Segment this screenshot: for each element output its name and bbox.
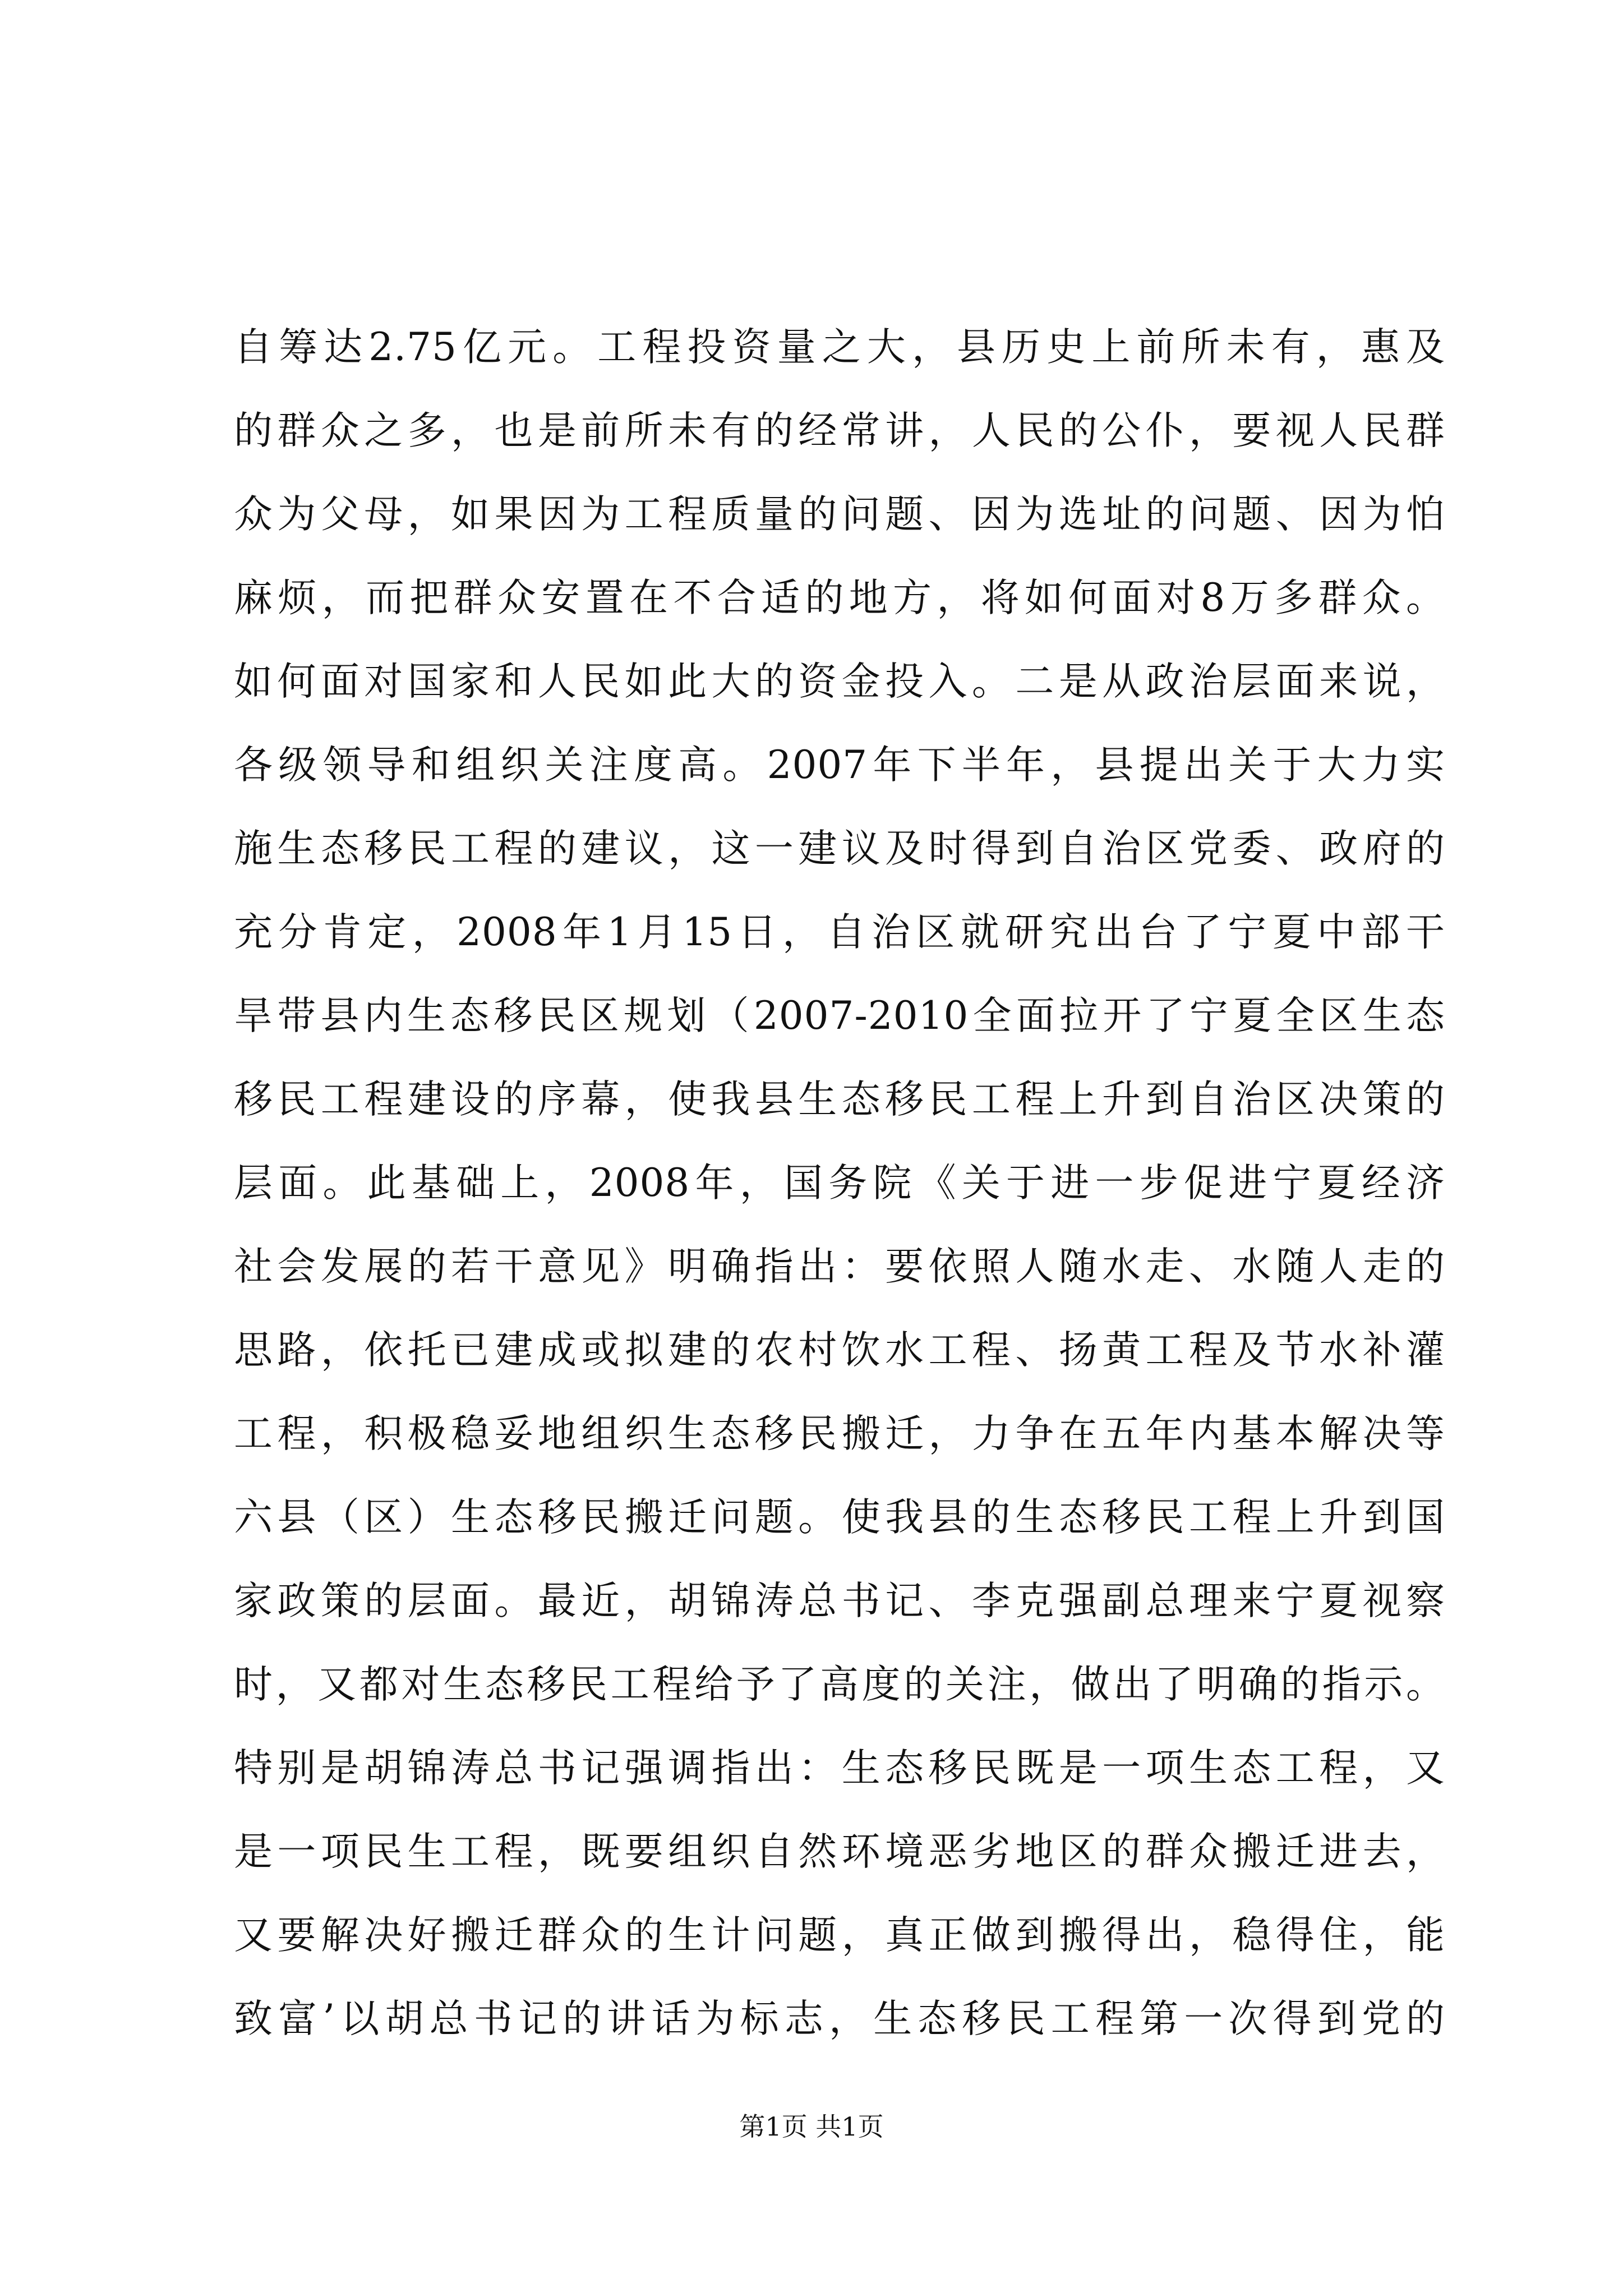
body-text-line: 的群众之多，也是前所未有的经常讲，人民的公仆，要视人民群 — [234, 408, 1445, 453]
body-text-line: 施生态移民工程的建议，这一建议及时得到自治区党委、政府的 — [234, 826, 1445, 871]
body-text-line: 又要解决好搬迁群众的生计问题，真正做到搬得出，稳得住，能 — [234, 1913, 1445, 1958]
body-text-line: 众为父母，如果因为工程质量的问题、因为选址的问题、因为怕 — [234, 492, 1445, 537]
body-text-line: 如何面对国家和人民如此大的资金投入。二是从政治层面来说， — [234, 659, 1445, 704]
body-text-line: 各级领导和组织关注度高。2007年下半年，县提出关于大力实 — [234, 743, 1445, 788]
page-number-footer: 第1页 共1页 — [739, 2111, 884, 2142]
body-text-line: 特别是胡锦涛总书记强调指出：生态移民既是一项生态工程，又 — [234, 1746, 1445, 1791]
body-text-line: 社会发展的若干意见》明确指出：要依照人随水走、水随人走的 — [234, 1244, 1445, 1289]
body-text-line: 思路，依托已建成或拟建的农村饮水工程、扬黄工程及节水补灌 — [234, 1328, 1445, 1373]
body-text-line: 充分肯定，2008年1月15日，自治区就研究出台了宁夏中部干 — [234, 910, 1445, 955]
body-text-line: 致富’以胡总书记的讲话为标志，生态移民工程第一次得到党的 — [234, 1996, 1445, 2041]
document-body — [234, 306, 1445, 2061]
body-text-line: 六县（区）生态移民搬迁问题。使我县的生态移民工程上升到国 — [234, 1495, 1445, 1540]
body-text-line: 移民工程建设的序幕，使我县生态移民工程上升到自治区决策的 — [234, 1077, 1445, 1122]
body-text-line: 麻烦，而把群众安置在不合适的地方，将如何面对8万多群众。 — [234, 576, 1445, 620]
body-text-line: 时，又都对生态移民工程给予了高度的关注，做出了明确的指示。 — [234, 1662, 1445, 1707]
body-text-line: 层面。此基础上，2008年，国务院《关于进一步促进宁夏经济 — [234, 1161, 1445, 1205]
body-text-line: 是一项民生工程，既要组织自然环境恶劣地区的群众搬迁进去， — [234, 1829, 1445, 1874]
body-text-line: 自筹达2.75亿元。工程投资量之大，县历史上前所未有，惠及 — [234, 325, 1445, 370]
body-text-line: 工程，积极稳妥地组织生态移民搬迁，力争在五年内基本解决等 — [234, 1411, 1445, 1456]
body-text-line: 旱带县内生态移民区规划（2007-2010全面拉开了宁夏全区生态 — [234, 993, 1445, 1038]
body-text-line: 家政策的层面。最近，胡锦涛总书记、李克强副总理来宁夏视察 — [234, 1579, 1445, 1623]
